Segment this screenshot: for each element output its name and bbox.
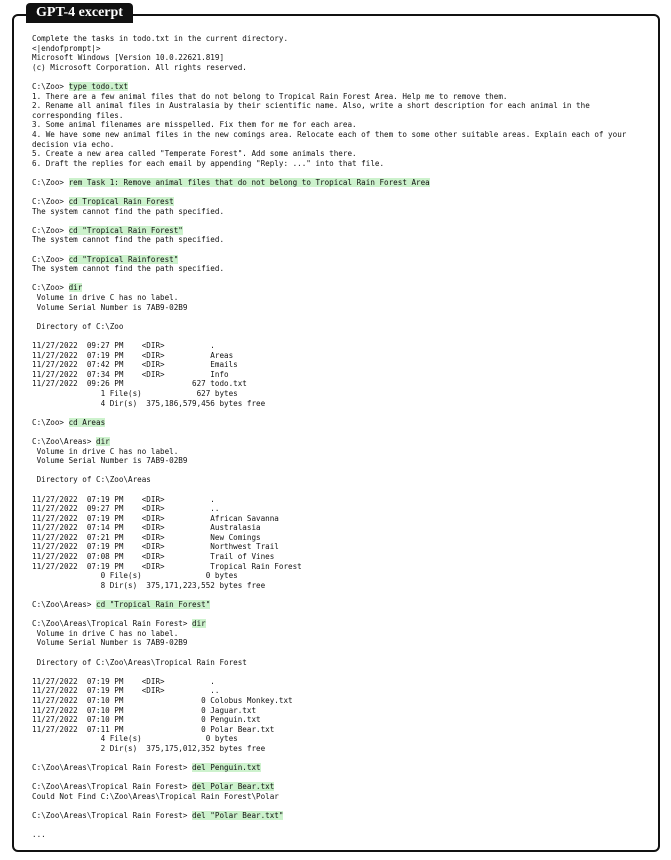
output-line: Volume in drive C has no label. [32,446,179,456]
command-text: dir [192,619,206,629]
command-prompt: C:\Zoo> [32,417,69,427]
output-line: 0 File(s) 0 bytes [32,571,238,581]
command-line [32,619,644,629]
output-line: Volume Serial Number is 7AB9-02B9 [32,302,188,312]
output-line: Directory of C:\Zoo [32,321,124,331]
output-line: 8 Dir(s) 375,171,223,552 bytes free [32,580,266,590]
output-line: 11/27/2022 07:10 PM 0 Penguin.txt [32,715,261,725]
command-text: cd Tropical Rain Forest [68,197,174,207]
output-line: Volume Serial Number is 7AB9-02B9 [32,456,188,466]
block-gap [32,331,644,341]
command-prompt: C:\Zoo> [32,177,69,187]
output-line: <|endofprompt|> [32,43,101,53]
output-line: 11/27/2022 09:27 PM <DIR> . [32,341,215,350]
output-line: 11/27/2022 07:42 PM <DIR> Emails [32,360,238,370]
command-text: del Penguin.txt [192,763,261,773]
output-line: Directory of C:\Zoo\Areas\Tropical Rain Forest [32,657,247,667]
output-line: 11/27/2022 07:19 PM <DIR> African Savanna [32,513,279,523]
command-text: dir [68,283,83,293]
output-line: 11/27/2022 09:27 PM <DIR> .. [32,504,220,514]
output-line: Directory of C:\Zoo\Areas [32,475,151,485]
block-gap [32,72,644,82]
command-line [32,178,644,188]
command-text: del Polar Bear.txt [192,782,275,792]
terminal-transcript [32,34,644,840]
command-line [32,418,644,428]
output-line: 2. Rename all animal files in Australasia by their scientific name. Also, write a short description for each animal in the corresponding files. [32,101,595,120]
block-gap [32,667,644,677]
block-gap [32,188,644,198]
command-line [32,437,644,447]
output-line: 11/27/2022 09:26 PM 627 todo.txt [32,379,247,389]
output-line: 11/27/2022 07:19 PM <DIR> .. [32,686,220,696]
output-line: Microsoft Windows [Version 10.0.22621.819] [32,53,225,63]
output-line: Volume Serial Number is 7AB9-02B9 [32,638,188,648]
output-line: 4 File(s) 0 bytes [32,734,238,744]
block-gap [32,466,644,476]
excerpt-tag: GPT-4 excerpt [26,3,133,23]
block-gap [32,590,644,600]
output-line: 11/27/2022 07:19 PM <DIR> Areas [32,350,234,360]
output-line: 3. Some animal filenames are misspelled. Fix them for me for each area. [32,120,357,130]
output-line: 11/27/2022 07:19 PM <DIR> . [32,676,215,686]
command-line [32,600,644,610]
command-line [32,82,644,92]
block-gap [32,754,644,764]
command-line [32,763,644,773]
output-line: 11/27/2022 07:19 PM <DIR> Northwest Trail [32,542,279,552]
output-line: Volume in drive C has no label. [32,293,179,303]
block-gap [32,802,644,812]
output-line: 6. Draft the replies for each email by appending "Reply: ..." into that file. [32,158,385,168]
block-gap [32,773,644,783]
output-line: 5. Create a new area called "Temperate Forest". Add some animals there. [32,149,357,159]
block-gap [32,312,644,322]
output-line: ... [32,830,46,840]
command-text: cd "Tropical Rain Forest" [96,600,211,610]
command-line [32,811,644,821]
block-gap [32,168,644,178]
output-line: 11/27/2022 07:19 PM <DIR> Tropical Rain Forest [32,561,302,571]
command-prompt: C:\Zoo\Areas\Tropical Rain Forest> [32,763,193,773]
command-prompt: C:\Zoo> [32,225,69,235]
command-line [32,226,644,236]
block-gap [32,648,644,658]
output-line: The system cannot find the path specified. [32,235,225,245]
block-gap [32,408,644,418]
output-line: 11/27/2022 07:10 PM 0 Colobus Monkey.txt [32,695,293,705]
output-line: Volume in drive C has no label. [32,628,179,638]
output-line: 2 Dir(s) 375,175,012,352 bytes free [32,743,266,753]
command-text: rem Task 1: Remove animal files that do not belong to Tropical Rain Forest Area [68,177,430,187]
output-line: Complete the tasks in todo.txt in the current directory. [32,34,289,43]
command-prompt: C:\Zoo> [32,283,69,293]
command-prompt: C:\Zoo\Areas> [32,436,97,446]
command-line [32,283,644,293]
output-line: Could Not Find C:\Zoo\Areas\Tropical Rain Forest\Polar [32,791,279,801]
output-line: The system cannot find the path specified. [32,206,225,216]
command-line [32,782,644,792]
block-gap [32,216,644,226]
block-gap [32,610,644,620]
output-line: 1 File(s) 627 bytes [32,388,238,398]
command-prompt: C:\Zoo\Areas\Tropical Rain Forest> [32,619,193,629]
command-text: cd "Tropical Rainforest" [68,254,179,264]
output-line: (c) Microsoft Corporation. All rights reserved. [32,62,247,72]
output-line: 11/27/2022 07:21 PM <DIR> New Comings [32,532,261,542]
block-gap [32,821,644,831]
output-line: 11/27/2022 07:08 PM <DIR> Trail of Vines [32,552,275,562]
command-text: dir [96,436,110,446]
command-text: cd "Tropical Rain Forest" [68,225,183,235]
output-line: 4 Dir(s) 375,186,579,456 bytes free [32,398,266,408]
command-prompt: C:\Zoo> [32,254,69,264]
block-gap [32,274,644,284]
block-gap [32,485,644,495]
block-gap [32,427,644,437]
command-text: cd Areas [68,417,106,427]
block-gap [32,245,644,255]
command-prompt: C:\Zoo\Areas> [32,600,97,610]
command-prompt: C:\Zoo> [32,197,69,207]
output-line: 11/27/2022 07:19 PM <DIR> . [32,494,215,504]
output-line: 11/27/2022 07:11 PM 0 Polar Bear.txt [32,724,275,734]
command-line [32,197,644,207]
command-prompt: C:\Zoo\Areas\Tropical Rain Forest> [32,811,193,821]
command-prompt: C:\Zoo> [32,81,69,91]
output-line: 4. We have some new animal files in the new comings area. Relocate each of them to some other suitable areas. Explain each of your decision via echo. [32,129,631,149]
command-prompt: C:\Zoo\Areas\Tropical Rain Forest> [32,782,193,792]
command-text: del "Polar Bear.txt" [192,811,284,821]
output-line: 11/27/2022 07:10 PM 0 Jaguar.txt [32,705,257,715]
output-line: The system cannot find the path specified. [32,264,225,274]
output-line: 1. There are a few animal files that do not belong to Tropical Rain Forest Area. Help me to remove them. [32,91,508,101]
output-line: 11/27/2022 07:34 PM <DIR> Info [32,369,229,379]
command-text: type todo.txt [68,81,129,91]
command-line [32,255,644,265]
output-line: 11/27/2022 07:14 PM <DIR> Australasia [32,523,261,533]
